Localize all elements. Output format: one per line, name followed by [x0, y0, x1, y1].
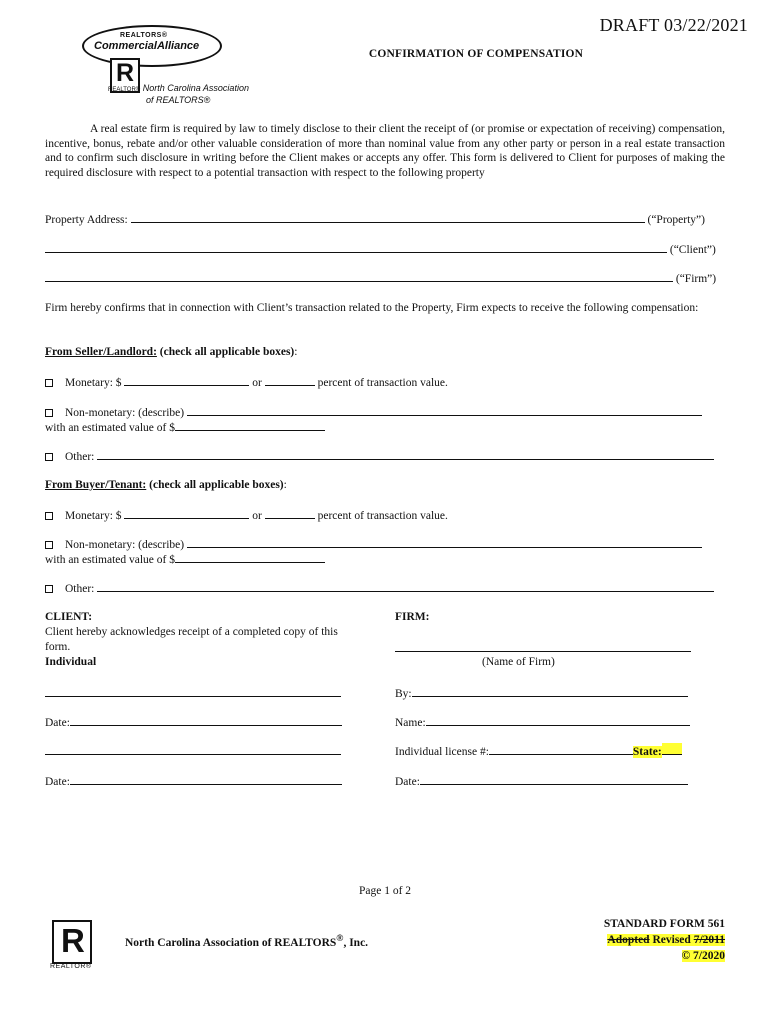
draft-date: DRAFT 03/22/2021	[599, 15, 748, 35]
firm-state-label: State:	[632, 746, 662, 758]
adopted-label: Adopted	[607, 934, 650, 947]
client-date-label-1: Date:	[45, 717, 70, 729]
realtor-r-icon: R	[110, 58, 140, 93]
buyer-other-checkbox[interactable]	[45, 585, 53, 593]
seller-monetary-amount-field[interactable]	[124, 374, 249, 386]
logo-commercial-alliance-text: CommercialAlliance	[94, 40, 200, 52]
seller-nonmonetary-checkbox[interactable]	[45, 409, 53, 417]
client-signature-field-2[interactable]	[45, 743, 341, 755]
property-suffix: (“Property”)	[647, 214, 705, 226]
seller-monetary-label: Monetary: $	[65, 377, 122, 389]
old-date: 7/2011	[693, 934, 725, 947]
seller-percent-label: percent of transaction value.	[317, 377, 448, 389]
seller-estimated-label: with an estimated value of $	[45, 422, 175, 434]
client-individual-label: Individual	[45, 656, 97, 668]
logo-org-line1: North Carolina Association	[142, 83, 249, 93]
client-date-field-1[interactable]	[70, 714, 342, 726]
realtor-logo	[50, 920, 96, 972]
firm-date-label: Date:	[395, 776, 420, 788]
client-ack-line2: form.	[45, 641, 71, 653]
firm-name-of-firm-field[interactable]	[395, 640, 691, 652]
revised-label: Revised	[652, 934, 691, 947]
buyer-nonmonetary-label: Non-monetary: (describe)	[65, 539, 185, 551]
client-heading: CLIENT:	[45, 611, 93, 623]
form-name: STANDARD FORM 561	[603, 918, 725, 930]
buyer-nonmonetary-checkbox[interactable]	[45, 541, 53, 549]
firm-name-caption: (Name of Firm)	[482, 656, 555, 668]
buyer-monetary-amount-field[interactable]	[124, 507, 249, 519]
page-number: Page 1 of 2	[358, 885, 412, 897]
buyer-percent-field[interactable]	[265, 507, 315, 519]
firm-by-label: By:	[395, 688, 412, 700]
client-date-field-2[interactable]	[70, 773, 342, 785]
client-signature-field-1[interactable]	[45, 685, 341, 697]
firm-heading: FIRM:	[395, 611, 430, 623]
seller-other-label: Other:	[65, 451, 95, 463]
copyright-date: © 7/2020	[681, 950, 725, 963]
footer-org-reg: ®	[336, 933, 344, 944]
client-name-field[interactable]	[45, 241, 667, 253]
firm-by-field[interactable]	[412, 685, 688, 697]
logo-org-line2: of REALTORS®	[146, 95, 211, 105]
firm-license-field[interactable]	[489, 743, 633, 755]
buyer-percent-label: percent of transaction value.	[317, 510, 448, 522]
form-title: CONFIRMATION OF COMPENSATION	[368, 48, 584, 60]
buyer-monetary-label: Monetary: $	[65, 510, 122, 522]
logo-realtors-text: REALTORS®	[120, 32, 168, 39]
buyer-other-label: Other:	[65, 583, 95, 595]
buyer-heading-note: (check all applicable boxes)	[149, 479, 284, 491]
buyer-nonmonetary-describe-field[interactable]	[187, 536, 702, 548]
client-ack-line1: Client hereby acknowledges receipt of a completed copy of this	[45, 626, 338, 638]
seller-monetary-checkbox[interactable]	[45, 379, 53, 387]
seller-other-field[interactable]	[97, 448, 714, 460]
client-date-label-2: Date:	[45, 776, 70, 788]
buyer-estimated-label: with an estimated value of $	[45, 554, 175, 566]
commercial-alliance-logo	[80, 22, 280, 112]
logo-realtor-prefix: REALTOR®	[108, 87, 141, 93]
seller-other-checkbox[interactable]	[45, 453, 53, 461]
firm-name-label: Name:	[395, 717, 426, 729]
buyer-heading: From Buyer/Tenant:	[45, 479, 147, 491]
seller-estimated-value-field[interactable]	[175, 419, 325, 431]
footer-org-name: North Carolina Association of REALTORS	[125, 936, 337, 949]
buyer-other-field[interactable]	[97, 580, 714, 592]
property-label: Property Address:	[45, 214, 128, 226]
buyer-monetary-checkbox[interactable]	[45, 512, 53, 520]
realtor-r-icon: R	[52, 920, 92, 964]
firm-date-field[interactable]	[420, 773, 688, 785]
firm-license-label: Individual license #:	[395, 746, 489, 758]
realtor-logo-text: REALTOR®	[50, 963, 92, 970]
firm-state-field[interactable]	[662, 743, 682, 755]
seller-nonmonetary-describe-field[interactable]	[187, 404, 702, 416]
seller-heading-note: (check all applicable boxes)	[159, 346, 295, 358]
firm-name-field[interactable]	[45, 270, 673, 282]
intro-paragraph: A real estate firm is required by law to timely disclose to their client the receipt of (or promise or expectation of receiving) compensation, incentive, bonus, rebate and/or other valuable consideration of more than nominal value from any other party or person in a real estate transaction and to confirm such disclosure in writing before the Client makes or accepts any offer. This form is delivered to Client for purposes of making the required disclosure with respect to a potential transaction with respect to the following property	[45, 123, 725, 180]
seller-percent-field[interactable]	[265, 374, 315, 386]
buyer-estimated-value-field[interactable]	[175, 551, 325, 563]
confirm-paragraph: Firm hereby confirms that in connection with Client’s transaction related to the Property, Firm expects to receive the following compensation:	[45, 302, 699, 314]
seller-nonmonetary-label: Non-monetary: (describe)	[65, 407, 185, 419]
firm-suffix: (“Firm”)	[675, 273, 717, 285]
client-suffix: (“Client”)	[669, 244, 716, 256]
property-address-field[interactable]	[131, 211, 645, 223]
seller-heading: From Seller/Landlord:	[45, 346, 157, 358]
firm-agent-name-field[interactable]	[426, 714, 690, 726]
form-id-block	[604, 916, 725, 964]
